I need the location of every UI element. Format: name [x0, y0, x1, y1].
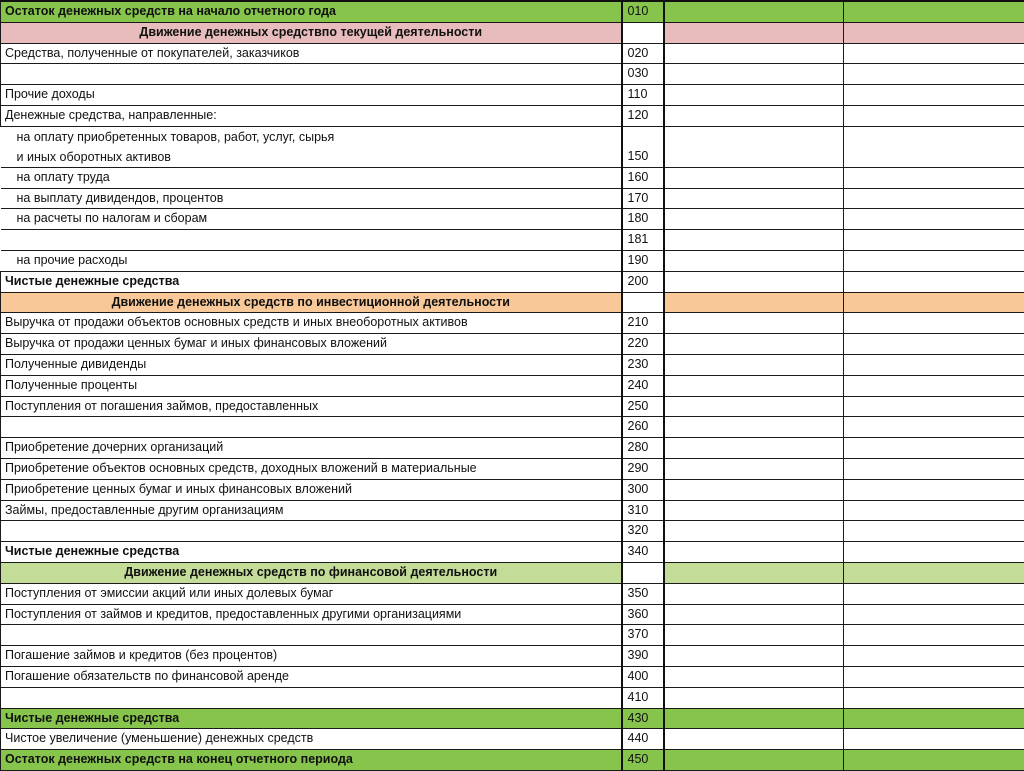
period-previous-cell[interactable] [844, 438, 1024, 459]
table-row [1, 334, 1024, 355]
period-current-cell[interactable] [664, 583, 844, 604]
period-previous-cell[interactable] [844, 85, 1024, 106]
row-label[interactable]: Полученные дивиденды [1, 354, 622, 375]
period-previous-cell[interactable] [844, 604, 1024, 625]
period-previous-cell[interactable] [844, 562, 1024, 583]
period-current-cell[interactable] [664, 292, 844, 313]
row-label[interactable]: Полученные проценты [1, 375, 622, 396]
row-code[interactable]: 370 [622, 625, 664, 646]
period-previous-cell[interactable] [844, 167, 1024, 188]
table-row [1, 542, 1024, 563]
period-current-cell[interactable] [664, 375, 844, 396]
period-current-cell[interactable] [664, 43, 844, 64]
row-label[interactable]: Чистые денежные средства [1, 708, 622, 729]
period-previous-cell[interactable] [844, 64, 1024, 85]
period-current-cell[interactable] [664, 562, 844, 583]
period-current-cell[interactable] [664, 271, 844, 292]
row-label[interactable] [1, 687, 622, 708]
table-row [1, 230, 1024, 251]
row-label[interactable]: Денежные средства, направленные: [1, 105, 622, 126]
period-previous-cell[interactable] [844, 292, 1024, 313]
table-row [1, 458, 1024, 479]
row-code[interactable]: 390 [622, 646, 664, 667]
table-row [1, 250, 1024, 271]
table-row [1, 396, 1024, 417]
period-current-cell[interactable] [664, 167, 844, 188]
period-current-cell[interactable] [664, 479, 844, 500]
period-previous-cell[interactable] [844, 375, 1024, 396]
table-row [1, 479, 1024, 500]
period-previous-cell[interactable] [844, 750, 1024, 771]
table-row [1, 417, 1024, 438]
period-previous-cell[interactable] [844, 334, 1024, 355]
period-previous-cell[interactable] [844, 708, 1024, 729]
row-code[interactable]: 340 [622, 542, 664, 563]
period-previous-cell[interactable] [844, 1, 1024, 22]
row-code[interactable]: 150 [622, 126, 664, 167]
table-row [1, 750, 1024, 771]
section-title[interactable]: Движение денежных средств по инвестиционной деятельности [1, 292, 622, 313]
row-label[interactable]: Погашение займов и кредитов (без процентов) [1, 646, 622, 667]
table-row [1, 1, 1024, 22]
table-row [1, 271, 1024, 292]
row-label[interactable] [1, 126, 622, 167]
row-code[interactable]: 180 [622, 209, 664, 230]
table-row [1, 167, 1024, 188]
period-previous-cell[interactable] [844, 417, 1024, 438]
period-previous-cell[interactable] [844, 646, 1024, 667]
period-previous-cell[interactable] [844, 188, 1024, 209]
row-label[interactable]: на расчеты по налогам и сборам [1, 209, 622, 230]
row-label[interactable]: Чистые денежные средства [1, 271, 622, 292]
period-current-cell[interactable] [664, 729, 844, 750]
table-row [1, 126, 1024, 167]
row-code[interactable]: 450 [622, 750, 664, 771]
period-current-cell[interactable] [664, 542, 844, 563]
table-row [1, 646, 1024, 667]
row-label[interactable] [1, 64, 622, 85]
row-label[interactable] [1, 230, 622, 251]
period-current-cell[interactable] [664, 625, 844, 646]
table-row [1, 209, 1024, 230]
row-code[interactable] [622, 22, 664, 43]
row-code[interactable]: 120 [622, 105, 664, 126]
period-current-cell[interactable] [664, 22, 844, 43]
period-previous-cell[interactable] [844, 105, 1024, 126]
row-code[interactable] [622, 562, 664, 583]
table-row [1, 188, 1024, 209]
table-row [1, 521, 1024, 542]
row-code[interactable]: 020 [622, 43, 664, 64]
section-title[interactable]: Движение денежных средств по финансовой деятельности [1, 562, 622, 583]
row-code[interactable]: 190 [622, 250, 664, 271]
period-current-cell[interactable] [664, 64, 844, 85]
row-label[interactable]: Средства, полученные от покупателей, заказчиков [1, 43, 622, 64]
row-code[interactable]: 360 [622, 604, 664, 625]
row-code[interactable]: 220 [622, 334, 664, 355]
table-row [1, 708, 1024, 729]
section-header-row [1, 22, 1024, 43]
period-previous-cell[interactable] [844, 126, 1024, 167]
section-header-row [1, 292, 1024, 313]
period-current-cell[interactable] [664, 1, 844, 22]
row-label[interactable]: Погашение обязательств по финансовой аренде [1, 666, 622, 687]
period-previous-cell[interactable] [844, 666, 1024, 687]
table-row [1, 313, 1024, 334]
row-code[interactable]: 440 [622, 729, 664, 750]
period-previous-cell[interactable] [844, 729, 1024, 750]
row-label-line-2: и иных оборотных активов [17, 147, 621, 167]
row-code[interactable]: 010 [622, 1, 664, 22]
period-current-cell[interactable] [664, 209, 844, 230]
row-label[interactable] [1, 625, 622, 646]
row-code[interactable]: 300 [622, 479, 664, 500]
period-current-cell[interactable] [664, 604, 844, 625]
row-label[interactable]: Приобретение объектов основных средств, доходных вложений в материальные [1, 458, 622, 479]
period-previous-cell[interactable] [844, 43, 1024, 64]
period-current-cell[interactable] [664, 417, 844, 438]
row-label[interactable]: Выручка от продажи объектов основных средств и иных внеоборотных активов [1, 313, 622, 334]
row-label[interactable]: на прочие расходы [1, 250, 622, 271]
row-code[interactable]: 181 [622, 230, 664, 251]
period-previous-cell[interactable] [844, 230, 1024, 251]
row-label[interactable]: Приобретение дочерних организаций [1, 438, 622, 459]
period-current-cell[interactable] [664, 396, 844, 417]
row-label-line-1: на оплату приобретенных товаров, работ, услуг, сырья [17, 127, 621, 147]
period-current-cell[interactable] [664, 666, 844, 687]
row-code[interactable] [622, 292, 664, 313]
row-code[interactable]: 290 [622, 458, 664, 479]
period-current-cell[interactable] [664, 313, 844, 334]
row-label[interactable]: на оплату труда [1, 167, 622, 188]
period-previous-cell[interactable] [844, 625, 1024, 646]
row-label[interactable]: на выплату дивидендов, процентов [1, 188, 622, 209]
table-row [1, 729, 1024, 750]
row-label[interactable] [1, 417, 622, 438]
row-label[interactable]: Поступления от эмиссии акций или иных долевых бумаг [1, 583, 622, 604]
row-code[interactable]: 310 [622, 500, 664, 521]
row-label[interactable]: Приобретение ценных бумаг и иных финансовых вложений [1, 479, 622, 500]
table-row [1, 604, 1024, 625]
period-current-cell[interactable] [664, 105, 844, 126]
row-code[interactable]: 170 [622, 188, 664, 209]
period-previous-cell[interactable] [844, 354, 1024, 375]
period-current-cell[interactable] [664, 126, 844, 167]
row-code[interactable]: 250 [622, 396, 664, 417]
row-label[interactable]: Чистые денежные средства [1, 542, 622, 563]
period-previous-cell[interactable] [844, 396, 1024, 417]
row-code[interactable]: 160 [622, 167, 664, 188]
period-previous-cell[interactable] [844, 209, 1024, 230]
row-label[interactable]: Выручка от продажи ценных бумаг и иных финансовых вложений [1, 334, 622, 355]
row-label[interactable]: Прочие доходы [1, 85, 622, 106]
period-current-cell[interactable] [664, 85, 844, 106]
row-code[interactable]: 200 [622, 271, 664, 292]
period-previous-cell[interactable] [844, 500, 1024, 521]
period-current-cell[interactable] [664, 500, 844, 521]
row-code[interactable]: 280 [622, 438, 664, 459]
table-row [1, 354, 1024, 375]
row-code[interactable]: 430 [622, 708, 664, 729]
table-row [1, 85, 1024, 106]
period-current-cell[interactable] [664, 458, 844, 479]
period-previous-cell[interactable] [844, 521, 1024, 542]
section-header-row [1, 562, 1024, 583]
row-code[interactable]: 400 [622, 666, 664, 687]
row-code[interactable]: 350 [622, 583, 664, 604]
row-code[interactable]: 240 [622, 375, 664, 396]
period-current-cell[interactable] [664, 521, 844, 542]
cash-flow-table-body [1, 1, 1024, 770]
period-previous-cell[interactable] [844, 687, 1024, 708]
period-current-cell[interactable] [664, 750, 844, 771]
period-current-cell[interactable] [664, 646, 844, 667]
period-current-cell[interactable] [664, 708, 844, 729]
row-code[interactable]: 260 [622, 417, 664, 438]
period-previous-cell[interactable] [844, 542, 1024, 563]
table-row [1, 64, 1024, 85]
row-label[interactable]: Займы, предоставленные другим организациям [1, 500, 622, 521]
period-current-cell[interactable] [664, 687, 844, 708]
row-label[interactable]: Остаток денежных средств на конец отчетного периода [1, 750, 622, 771]
period-previous-cell[interactable] [844, 458, 1024, 479]
period-previous-cell[interactable] [844, 250, 1024, 271]
table-row [1, 105, 1024, 126]
row-label[interactable]: Поступления от займов и кредитов, предоставленных другими организациями [1, 604, 622, 625]
row-code[interactable]: 210 [622, 313, 664, 334]
period-current-cell[interactable] [664, 188, 844, 209]
period-current-cell[interactable] [664, 334, 844, 355]
table-row [1, 438, 1024, 459]
table-row [1, 375, 1024, 396]
period-current-cell[interactable] [664, 438, 844, 459]
period-previous-cell[interactable] [844, 479, 1024, 500]
table-row [1, 666, 1024, 687]
period-current-cell[interactable] [664, 354, 844, 375]
period-current-cell[interactable] [664, 230, 844, 251]
table-row [1, 687, 1024, 708]
period-current-cell[interactable] [664, 250, 844, 271]
period-previous-cell[interactable] [844, 271, 1024, 292]
row-code[interactable]: 320 [622, 521, 664, 542]
row-label[interactable] [1, 521, 622, 542]
row-code[interactable]: 030 [622, 64, 664, 85]
period-previous-cell[interactable] [844, 313, 1024, 334]
table-row [1, 583, 1024, 604]
section-title[interactable]: Движение денежных средствпо текущей деятельности [1, 22, 622, 43]
table-row [1, 500, 1024, 521]
row-code[interactable]: 110 [622, 85, 664, 106]
row-label[interactable]: Остаток денежных средств на начало отчетного года [1, 1, 622, 22]
row-label[interactable]: Поступления от погашения займов, предоставленных [1, 396, 622, 417]
row-code[interactable]: 410 [622, 687, 664, 708]
period-previous-cell[interactable] [844, 22, 1024, 43]
row-code[interactable]: 230 [622, 354, 664, 375]
row-label[interactable]: Чистое увеличение (уменьшение) денежных средств [1, 729, 622, 750]
table-row [1, 43, 1024, 64]
table-row [1, 625, 1024, 646]
period-previous-cell[interactable] [844, 583, 1024, 604]
